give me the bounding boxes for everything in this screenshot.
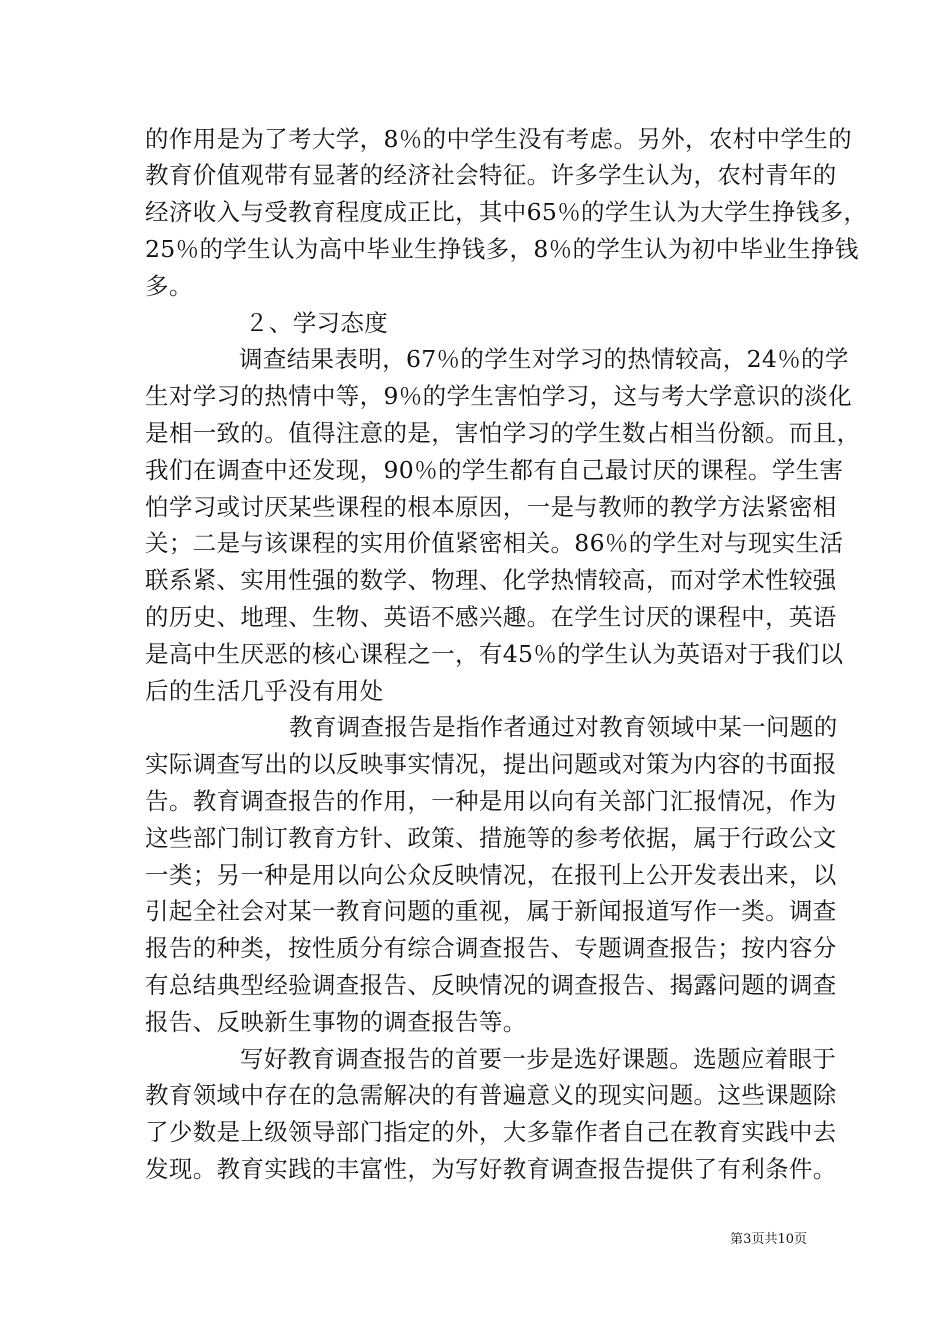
text-line: 是相一致的。值得注意的是，害怕学习的学生数占相当份额。而且， — [145, 419, 861, 447]
text-line: 怕学习或讨厌某些课程的根本原因，一是与教师的教学方法紧密相 — [145, 493, 837, 521]
text-line: 的历史、地理、生物、英语不感兴趣。在学生讨厌的课程中，英语 — [145, 603, 837, 631]
text-line: 告。教育调查报告的作用，一种是用以向有关部门汇报情况，作为 — [145, 787, 837, 815]
text-line: 一类；另一种是用以向公众反映情况，在报刊上公开发表出来，以 — [145, 861, 837, 889]
text-line: 调查结果表明，67％的学生对学习的热情较高，24％的学 — [239, 345, 849, 373]
text-line: 发现。教育实践的丰富性，为写好教育调查报告提供了有利条件。 — [145, 1155, 837, 1183]
text-line: 经济收入与受教育程度成正比，其中65％的学生认为大学生挣钱多， — [145, 198, 868, 226]
text-line: 教育价值观带有显著的经济社会特征。许多学生认为，农村青年的 — [145, 161, 837, 189]
text-line: 的作用是为了考大学，8％的中学生没有考虑。另外，农村中学生的 — [145, 125, 852, 153]
text-line: 25％的学生认为高中毕业生挣钱多，8％的学生认为初中毕业生挣钱 — [145, 235, 859, 263]
text-line: 教育调查报告是指作者通过对教育领域中某一问题的 — [289, 713, 838, 741]
text-line: 这些部门制订教育方针、政策、措施等的参考依据，属于行政公文 — [145, 824, 837, 852]
section-heading: ２、学习态度 — [245, 309, 389, 337]
text-line: 报告的种类，按性质分有综合调查报告、专题调查报告；按内容分 — [145, 934, 837, 962]
text-line: 实际调查写出的以反映事实情况，提出问题或对策为内容的书面报 — [145, 750, 837, 778]
text-line: 教育领域中存在的急需解决的有普遍意义的现实问题。这些课题除 — [145, 1081, 837, 1109]
text-line: 联系紧、实用性强的数学、物理、化学热情较高，而对学术性较强 — [145, 566, 837, 594]
text-line: 后的生活几乎没有用处 — [145, 677, 384, 705]
text-line: 生对学习的热情中等，9％的学生害怕学习，这与考大学意识的淡化 — [145, 382, 852, 410]
text-line: 引起全社会对某一教育问题的重视，属于新闻报道写作一类。调查 — [145, 897, 837, 925]
text-line: 写好教育调查报告的首要一步是选好课题。选题应着眼于 — [240, 1045, 837, 1073]
text-line: 我们在调查中还发现，90％的学生都有自己最讨厌的课程。学生害 — [145, 456, 844, 484]
text-line: 报告、反映新生事物的调查报告等。 — [145, 1008, 527, 1036]
text-line: 有总结典型经验调查报告、反映情况的调查报告、揭露问题的调查 — [145, 971, 837, 999]
text-line: 关；二是与该课程的实用价值紧密相关。86％的学生对与现实生活 — [145, 529, 844, 557]
text-line: 是高中生厌恶的核心课程之一，有45％的学生认为英语对于我们以 — [145, 640, 844, 668]
text-line: 多。 — [145, 272, 193, 300]
page-footer: 第3页共10页 — [730, 1232, 807, 1247]
text-line: 了少数是上级领导部门指定的外，大多靠作者自己在教育实践中去 — [145, 1118, 837, 1146]
